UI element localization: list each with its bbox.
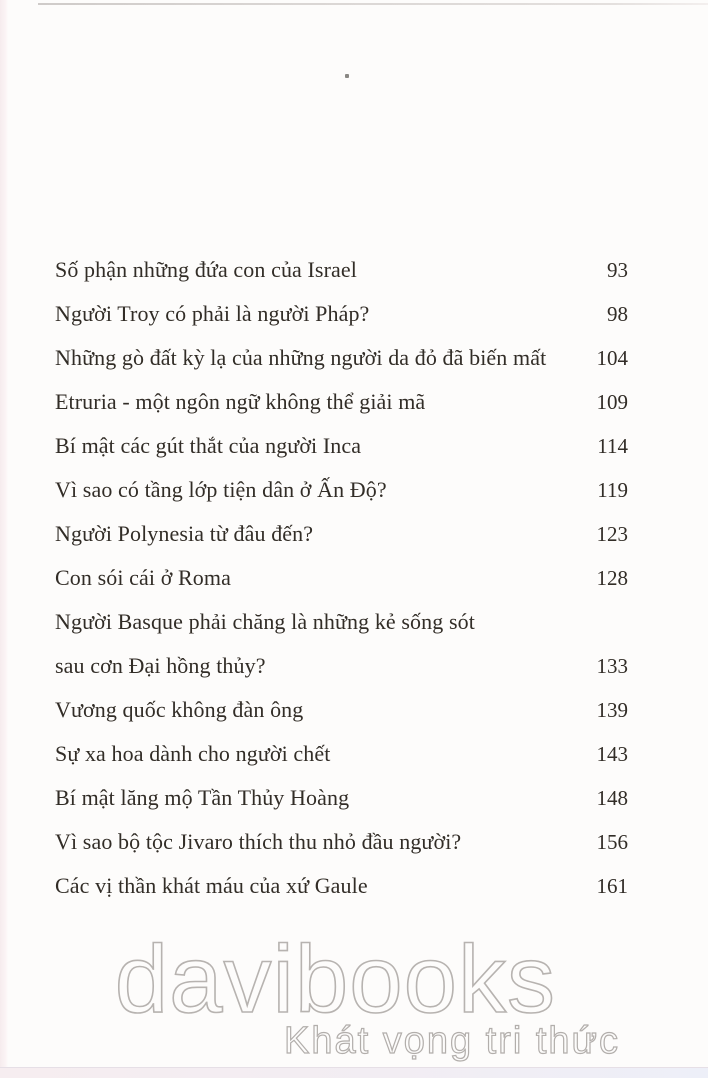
toc-row xyxy=(55,644,628,688)
toc-entry-title: Etruria - một ngôn ngữ không thể giải mã xyxy=(55,389,426,414)
toc-entry-page-number: 114 xyxy=(597,433,628,458)
toc-row xyxy=(55,512,628,556)
toc-entry-page-number: 128 xyxy=(596,565,628,590)
toc-row xyxy=(55,820,628,864)
toc-row xyxy=(55,424,628,468)
toc-row xyxy=(55,292,628,336)
toc-entry-title: Số phận những đứa con của Israel xyxy=(55,257,357,282)
toc-entry-page-number: 156 xyxy=(596,829,628,854)
scan-dust-speck xyxy=(345,74,349,78)
toc-row xyxy=(55,776,628,820)
toc-row xyxy=(55,600,628,644)
page-top-edge-line xyxy=(38,3,708,5)
toc-row xyxy=(55,336,628,380)
toc-entry-title: Vì sao có tầng lớp tiện dân ở Ấn Độ? xyxy=(55,477,387,502)
scan-left-edge xyxy=(0,0,8,1078)
toc-row xyxy=(55,248,628,292)
toc-row xyxy=(55,732,628,776)
toc-entry-page-number: 143 xyxy=(596,741,628,766)
toc-entry-page-number: 148 xyxy=(596,785,628,810)
toc-entry-title: sau cơn Đại hồng thủy? xyxy=(55,653,266,678)
toc-row xyxy=(55,468,628,512)
toc-entry-title: Vương quốc không đàn ông xyxy=(55,697,304,722)
toc-entry-page-number: 98 xyxy=(607,301,628,326)
toc-entry-page-number: 104 xyxy=(596,345,628,370)
watermark-tagline-text: Khát vọng tri thức xyxy=(283,1020,620,1062)
toc-entry-title: Người Troy có phải là người Pháp? xyxy=(55,301,370,326)
toc-entry-page-number: 93 xyxy=(607,257,628,282)
toc-entry-page-number: 161 xyxy=(596,873,628,898)
toc-entry-title: Vì sao bộ tộc Jivaro thích thu nhỏ đầu người? xyxy=(55,829,462,854)
table-of-contents xyxy=(55,248,628,908)
toc-entry-title: Các vị thần khát máu của xứ Gaule xyxy=(55,873,368,898)
scan-bottom-strip xyxy=(0,1067,708,1078)
toc-entry-title: Con sói cái ở Roma xyxy=(55,565,231,590)
toc-entry-page-number: 133 xyxy=(596,653,628,678)
toc-entry-title: Người Polynesia từ đâu đến? xyxy=(55,521,314,546)
toc-row xyxy=(55,864,628,908)
toc-entry-title: Bí mật các gút thắt của người Inca xyxy=(55,433,362,458)
toc-entry-page-number: 139 xyxy=(596,697,628,722)
toc-entry-title: Những gò đất kỳ lạ của những người da đỏ đã biến mất xyxy=(55,345,547,370)
toc-row xyxy=(55,688,628,732)
toc-entry-title: Sự xa hoa dành cho người chết xyxy=(55,741,331,766)
toc-row xyxy=(55,556,628,600)
watermark-brand-text: davibooks xyxy=(114,926,556,1033)
toc-entry-page-number: 119 xyxy=(597,477,628,502)
toc-entry-page-number: 123 xyxy=(596,521,628,546)
watermark xyxy=(114,926,620,1062)
toc-entry-title: Bí mật lăng mộ Tần Thủy Hoàng xyxy=(55,785,350,810)
toc-entry-title: Người Basque phải chăng là những kẻ sống sót xyxy=(55,609,475,634)
toc-row xyxy=(55,380,628,424)
toc-entry-page-number: 109 xyxy=(596,389,628,414)
